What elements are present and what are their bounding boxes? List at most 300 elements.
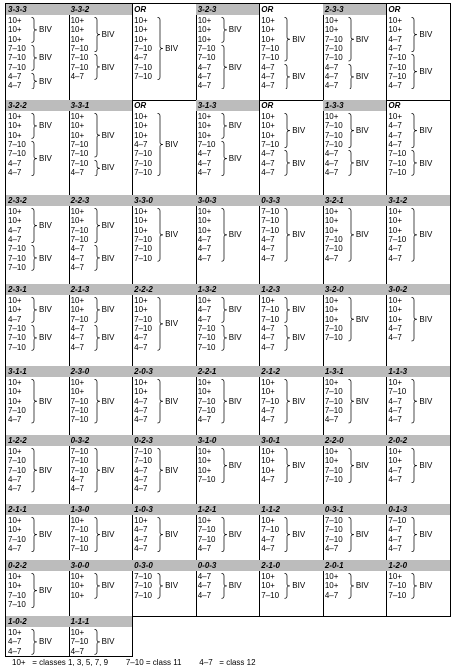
combination-heading: 3-0-0 [69,560,133,571]
class-range-line: 10+ [8,25,22,35]
class-range-line: 10+ [8,305,22,315]
brace-icon [221,325,229,351]
class-range-line: 10+ [388,456,402,466]
class-range-line: 7–10 [8,53,26,63]
biv-label: BIV [355,461,369,471]
class-range-line: 7–10 [134,71,152,81]
class-range-line: 7–10 [134,323,152,333]
class-range-line: 4–7 [70,323,84,333]
class-range-line: 4–7 [388,465,402,475]
combination-heading: 1-2-0 [386,560,450,571]
class-range-line: 4–7 [8,71,22,81]
brace-icon [31,17,39,43]
class-range-line: 4–7 [8,158,22,168]
class-range-line: 4–7 [324,590,339,600]
biv-label: BIV [101,581,115,591]
class-range-line: 10+ [197,378,212,387]
class-range-line: 7–10 [261,216,280,226]
class-range-line: 7–10 [8,405,26,415]
brace-icon [31,73,39,90]
class-range-line: 10+ [70,130,85,140]
biv-label: BIV [101,30,115,40]
class-range-line: 4–7 [388,81,402,91]
class-range-line: 7–10 [324,139,343,149]
class-range-line: 10+ [8,216,22,226]
brace-icon [31,113,39,139]
biv-label: BIV [419,67,433,77]
combination-heading: OR [134,5,147,14]
class-range-line: 4–7 [261,342,275,352]
biv-label: BIV [165,319,179,329]
biv-label: BIV [39,76,52,86]
class-range-line: 10+ [388,225,402,235]
class-range-line: 7–10 [324,244,343,254]
combination-heading: 3-1-0 [196,435,260,446]
class-range-line: 10+ [8,378,22,387]
brace-icon [94,245,102,271]
class-range-line: 7–10 [134,447,152,456]
class-range-line: 4–7 [134,543,148,553]
biv-label: BIV [292,305,306,315]
class-range-line: 10+ [324,225,339,235]
class-range-line: 7–10 [324,534,343,544]
brace-icon [411,208,419,262]
class-range-line: 4–7 [261,149,275,159]
combination-cell [132,100,197,196]
biv-label: BIV [228,530,242,540]
class-range-line: 10+ [324,314,339,324]
class-range-line: 7–10 [324,396,343,406]
combination-cell [196,195,261,285]
biv-label: BIV [355,314,369,324]
biv-label: BIV [39,530,52,540]
class-range-line: 4–7 [261,167,275,177]
combination-cell [386,504,451,561]
class-range-line: 4–7 [70,167,84,177]
class-range-line: 4–7 [388,130,402,140]
class-range-line: 10+ [70,516,85,525]
class-range-line: 4–7 [70,333,84,343]
combination-heading: 3-3-2 [69,4,133,15]
class-range-line: 7–10 [70,405,89,415]
combination-heading: 2-0-3 [132,366,196,377]
class-range-line: 4–7 [261,415,275,425]
brace-icon [411,379,419,424]
combination-heading: 2-3-1 [6,284,69,295]
class-range-line: 10+ [324,447,339,456]
biv-label: BIV [165,140,179,150]
brace-icon [157,517,165,552]
class-range-line: 4–7 [388,525,402,535]
biv-label: BIV [228,62,242,72]
brace-icon [94,379,102,424]
class-range-line: 10+ [8,581,22,591]
class-range-line: 7–10 [261,43,280,53]
combination-heading: 0-0-3 [196,560,260,571]
combination-heading: 1-3-3 [323,100,387,111]
class-range-line: 10+ [324,207,339,216]
class-range-line: 7–10 [70,158,89,168]
brace-icon [348,150,356,176]
class-range-line: 7–10 [70,139,89,149]
brace-icon [94,573,102,599]
biv-label: BIV [101,333,115,343]
class-range-line: 10+ [134,216,148,226]
class-range-line: 10+ [197,112,212,121]
class-range-line: 10+ [197,465,212,475]
class-range-line: 10+ [70,112,85,121]
class-range-line: 7–10 [324,516,343,525]
combination-heading: 3-0-1 [259,435,323,446]
class-range-line: 10+ [70,25,85,35]
biv-label: BIV [292,126,306,136]
class-range-line: 7–10 [134,253,152,263]
class-range-line: 7–10 [324,34,343,44]
brace-icon [348,573,356,599]
brace-icon [284,517,292,552]
combination-cell [259,435,324,505]
brace-icon [157,113,165,176]
class-range-line: 10+ [197,225,212,235]
class-range-line: 7–10 [70,543,89,553]
class-range-line: 7–10 [134,572,152,581]
biv-label: BIV [228,154,242,163]
combination-cell [69,284,134,367]
class-range-line: 7–10 [134,158,152,168]
class-range-line: 4–7 [324,415,339,425]
brace-icon [31,629,39,655]
class-range-line: 10+ [388,207,402,216]
class-range-line: 10+ [70,590,85,600]
class-range-line: 10+ [134,516,148,525]
class-range-line: 7–10 [8,244,26,254]
class-range-line: 7–10 [197,342,216,352]
class-range-line: 4–7 [388,253,402,263]
combination-heading: 3-3-1 [69,100,133,111]
class-range-line: 7–10 [134,581,152,591]
class-range-line: 10+ [8,34,22,44]
class-range-line: 4–7 [261,244,275,254]
class-range-line: 10+ [8,516,22,525]
class-range-line: 4–7 [197,62,212,72]
combination-heading: 2-0-2 [386,435,450,446]
class-range-line: 4–7 [388,139,402,149]
combination-cell [5,284,70,367]
combination-heading: 2-3-0 [69,366,133,377]
class-range-line: 10+ [324,16,339,25]
combination-heading: 1-3-2 [196,284,260,295]
combination-heading: 0-2-2 [6,560,69,571]
class-range-line: 7–10 [8,43,26,53]
brace-icon [411,54,419,89]
biv-label: BIV [165,465,179,475]
class-range-line: 7–10 [134,590,152,600]
brace-icon [221,448,229,483]
biv-label: BIV [165,230,179,240]
class-range-line: 10+ [197,216,212,226]
biv-label: BIV [165,530,179,540]
class-range-line: 10+ [197,387,212,397]
class-range-line: 10+ [8,130,22,140]
class-range-line: 7–10 [388,590,407,600]
class-range-line: 7–10 [388,62,407,72]
combination-cell [132,560,197,617]
class-range-line: 4–7 [197,543,212,553]
biv-label: BIV [39,221,52,231]
brace-icon [157,297,165,351]
biv-label: BIV [419,126,433,136]
class-range-line: 7–10 [70,456,89,466]
class-range-line: 4–7 [261,543,275,553]
biv-label: BIV [419,396,433,406]
combination-heading: 1-2-1 [196,504,260,515]
class-range-line: 7–10 [134,244,152,254]
class-range-line: 10+ [70,216,85,226]
class-range-line: 7–10 [388,581,407,591]
brace-icon [284,448,292,483]
class-range-line: 10+ [134,34,148,44]
class-range-line: 4–7 [388,405,402,415]
class-range-line: 10+ [134,25,148,35]
class-range-line: 7–10 [70,62,89,72]
combination-heading: OR [261,101,274,110]
class-range-line: 10+ [388,112,402,121]
biv-label: BIV [101,62,115,72]
combination-heading: 3-0-3 [196,195,260,206]
brace-icon [411,17,419,52]
class-range-line: 4–7 [197,149,212,159]
class-range-line: 7–10 [261,53,280,63]
biv-label: BIV [419,230,433,240]
class-range-line: 10+ [324,456,339,466]
class-range-line: 10+ [388,572,402,581]
class-range-line: 7–10 [70,149,89,159]
class-range-line: 10+ [324,572,339,581]
class-range-line: 10+ [324,305,339,315]
biv-label: BIV [292,581,306,591]
class-range-line: 4–7 [8,646,22,656]
combination-cell [259,3,324,101]
class-range-line: 7–10 [388,53,407,63]
class-range-line: 10+ [197,456,212,466]
class-range-line: 10+ [261,387,275,397]
class-range-line: 7–10 [388,516,407,525]
biv-label: BIV [228,305,242,315]
brace-icon [348,297,356,342]
class-range-line: 10+ [261,516,275,525]
class-range-line: 4–7 [261,71,275,81]
biv-label: BIV [165,396,179,406]
class-range-line: 4–7 [197,71,212,81]
combination-cell [132,366,197,436]
class-range-line: 4–7 [134,415,148,425]
biv-label: BIV [101,221,115,231]
combination-heading: 2-3-3 [323,4,387,15]
class-range-line: 7–10 [8,62,26,72]
class-range-line: 7–10 [134,456,152,466]
combination-cell [69,616,134,657]
class-range-line: 10+ [324,25,339,35]
class-range-line: 10+ [388,378,402,387]
biv-label: BIV [39,25,52,35]
class-range-line: 10+ [324,581,339,591]
brace-icon [221,517,229,552]
combination-cell [196,100,261,196]
brace-icon [284,17,292,62]
class-range-line: 10+ [197,296,212,305]
biv-label: BIV [39,121,52,131]
brace-icon [157,448,165,493]
class-range-line: 7–10 [388,234,407,244]
combination-heading: 0-3-3 [259,195,323,206]
brace-icon [94,297,102,323]
class-range-line: 7–10 [197,396,216,406]
brace-icon [94,113,102,158]
class-range-line: 7–10 [324,43,343,53]
class-range-line: 10+ [324,216,339,226]
class-range-line: 4–7 [197,581,212,591]
combination-cell [196,3,261,101]
class-range-line: 4–7 [261,62,275,72]
combination-cell [259,366,324,436]
combination-cell [5,3,70,101]
class-range-line: 4–7 [134,484,148,494]
class-range-line: 4–7 [134,396,148,406]
biv-label: BIV [101,253,115,263]
class-range-line: 4–7 [324,62,339,72]
class-range-line: 4–7 [8,234,22,244]
class-range-line: 10+ [134,305,148,315]
brace-icon [157,17,165,80]
class-range-line: 10+ [261,16,275,25]
class-range-line: 7–10 [324,130,343,140]
biv-label: BIV [419,461,433,471]
brace-icon [221,141,229,176]
biv-label: BIV [165,44,179,54]
biv-label: BIV [228,581,242,591]
class-range-line: 4–7 [8,637,22,647]
class-range-line: 10+ [197,34,212,44]
biv-label: BIV [228,461,242,471]
class-range-line: 7–10 [70,314,89,324]
class-range-line: 4–7 [388,244,402,254]
biv-label: BIV [355,396,369,406]
class-range-line: 7–10 [197,43,216,53]
class-range-line: 10+ [70,387,85,397]
class-range-line: 10+ [70,572,85,581]
combination-cell [132,195,197,285]
class-range-line: 4–7 [8,225,22,235]
class-range-line: 7–10 [8,139,26,149]
class-range-line: 10+ [388,296,402,305]
biv-label: BIV [292,230,306,240]
class-range-line: 7–10 [8,465,26,475]
combination-heading: 2-1-2 [259,366,323,377]
class-range-line: 7–10 [324,387,343,397]
combination-heading: 1-3-0 [69,504,133,515]
brace-icon [411,150,419,176]
brace-icon [94,54,102,80]
class-range-line: 4–7 [8,81,22,91]
class-range-line: 4–7 [261,158,275,168]
combination-heading: 0-3-2 [69,435,133,446]
combination-cell [5,100,70,196]
biv-label: BIV [101,637,115,647]
brace-icon [221,45,229,90]
combination-cell [5,195,70,285]
combination-heading: 3-1-3 [196,100,260,111]
combination-cell [196,366,261,436]
combination-cell [323,3,388,101]
biv-label: BIV [228,25,242,35]
class-range-line: 7–10 [134,314,152,324]
biv-label: BIV [228,230,242,240]
combination-cell [386,3,451,101]
class-range-line: 4–7 [134,474,148,484]
biv-label: BIV [101,396,115,406]
brace-icon [31,448,39,493]
class-range-line: 10+ [261,296,275,305]
combination-heading: 2-2-3 [69,195,133,206]
class-range-line: 10+ [388,314,402,324]
combination-heading: 2-1-3 [69,284,133,295]
class-range-line: 10+ [134,296,148,305]
brace-icon [284,573,292,599]
class-range-line: 10+ [134,225,148,235]
class-range-line: 4–7 [8,415,22,425]
brace-icon [221,113,229,139]
biv-label: BIV [101,130,115,140]
class-range-line: 10+ [261,25,275,35]
class-range-line: 7–10 [324,405,343,415]
brace-icon [31,379,39,424]
brace-icon [157,208,165,262]
brace-icon [221,17,229,43]
class-range-line: 4–7 [70,474,84,484]
class-range-line: 4–7 [70,244,84,254]
combination-cell [323,366,388,436]
biv-label: BIV [39,53,52,63]
class-range-line: 4–7 [197,244,212,254]
combination-cell [132,504,197,561]
brace-icon [348,208,356,262]
combination-cell [5,366,70,436]
class-range-line: 4–7 [134,342,148,352]
class-range-line: 10+ [388,16,402,25]
class-range-line: 10+ [197,207,212,216]
class-range-line: 4–7 [261,474,275,484]
biv-label: BIV [39,586,52,596]
class-range-line: 10+ [70,121,85,131]
combination-cell [5,616,70,657]
brace-icon [94,208,102,243]
class-range-line: 10+ [70,296,85,305]
combination-cell [323,284,388,367]
brace-icon [348,17,356,62]
combination-heading: 0-3-0 [132,560,196,571]
combination-heading: 2-2-0 [323,435,387,446]
class-range-line: 7–10 [70,525,89,535]
class-range-line: 7–10 [388,149,407,159]
class-range-line: 4–7 [134,139,148,149]
class-range-line: 10+ [70,207,85,216]
brace-icon [31,297,39,323]
biv-label: BIV [39,465,52,475]
class-range-line: 4–7 [324,71,339,81]
brace-icon [284,113,292,148]
class-range-line: 10+ [261,112,275,121]
brace-icon [348,517,356,552]
